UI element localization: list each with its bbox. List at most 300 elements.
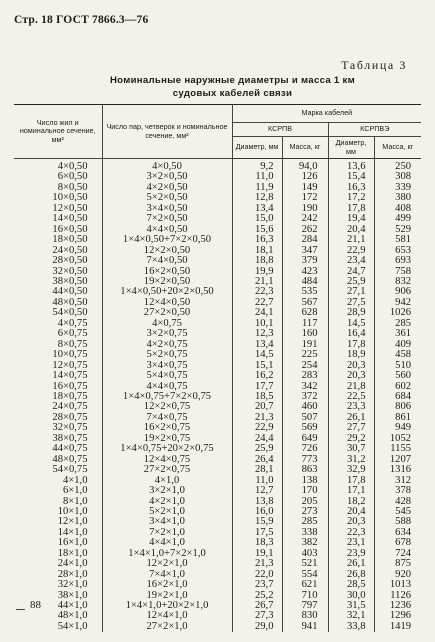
- cell-diameter-ksrpv: 28,1: [232, 465, 282, 475]
- cell-diameter-ksrpve: 32,1: [328, 611, 374, 621]
- table-title-line-2: судовых кабелей связи: [172, 88, 293, 99]
- cell-mass-ksrpv: 569: [282, 423, 328, 433]
- cell-diameter-ksrpv: 21,3: [232, 413, 282, 423]
- table-row: [14, 517, 421, 527]
- cell-diameter-ksrpv: 12,8: [232, 193, 282, 203]
- table-row: [14, 298, 421, 308]
- cell-pairs: 12×2×1,0: [102, 559, 232, 569]
- cell-cores: 14×1,0: [57, 527, 88, 538]
- cell-mass-ksrpv: 172: [282, 193, 328, 203]
- cell-cores: 48×0,75: [52, 454, 88, 465]
- table-row: [14, 601, 421, 611]
- cell-diameter-ksrpv: 9,2: [232, 159, 282, 173]
- cell-cores: 38×1,0: [57, 590, 88, 601]
- cell-diameter-ksrpv: 12,7: [232, 486, 282, 496]
- cell-mass-ksrpv: 554: [282, 570, 328, 580]
- cell-cores: 28×0,75: [52, 412, 88, 423]
- cell-diameter-ksrpve: 29,2: [328, 434, 374, 444]
- cell-cores: 32×1,0: [57, 580, 88, 591]
- cell-diameter-ksrpve: 15,4: [328, 172, 374, 182]
- cell-pairs: 3×4×0,75: [102, 361, 232, 371]
- cell-pairs: 27×2×1,0: [102, 622, 232, 632]
- table-row: [14, 172, 421, 182]
- cell-pairs: 1×4×0,75+7×2×0,75: [102, 392, 232, 402]
- table-row: [14, 455, 421, 465]
- cell-diameter-ksrpve: 14,5: [328, 319, 374, 329]
- cell-mass-ksrpve: 949: [374, 423, 421, 433]
- cell-diameter-ksrpv: 17,7: [232, 382, 282, 392]
- cell-pairs: 4×0,75: [102, 319, 232, 329]
- table-row: [14, 423, 421, 433]
- cell-cores: 38×0,75: [52, 433, 88, 444]
- cell-pairs: 5×2×0,50: [102, 193, 232, 203]
- table-row: [14, 193, 421, 203]
- cell-mass-ksrpve: 409: [374, 340, 421, 350]
- cell-diameter-ksrpv: 15,1: [232, 361, 282, 371]
- cell-cores: 44×0,50: [52, 287, 88, 298]
- cell-diameter-ksrpve: 19,4: [328, 214, 374, 224]
- cell-mass-ksrpve: 560: [374, 371, 421, 381]
- cell-mass-ksrpv: 242: [282, 214, 328, 224]
- cell-mass-ksrpve: 458: [374, 350, 421, 360]
- cell-pairs: 12×4×1,0: [102, 611, 232, 621]
- cell-diameter-ksrpve: 22,9: [328, 246, 374, 256]
- cell-mass-ksrpve: 1155: [374, 444, 421, 454]
- table-row: [14, 611, 421, 621]
- cell-mass-ksrpv: 117: [282, 319, 328, 329]
- cell-cores: 16×0,50: [52, 224, 88, 235]
- cell-mass-ksrpv: 283: [282, 371, 328, 381]
- cell-diameter-ksrpv: 25,9: [232, 444, 282, 454]
- cell-mass-ksrpv: 797: [282, 601, 328, 611]
- cell-diameter-ksrpve: 31,2: [328, 455, 374, 465]
- cell-pairs: 4×0,50: [102, 159, 232, 173]
- table-row: [14, 382, 421, 392]
- cell-mass-ksrpv: 830: [282, 611, 328, 621]
- cell-cores: 12×0,50: [52, 203, 88, 214]
- cell-diameter-ksrpve: 31,5: [328, 601, 374, 611]
- cell-pairs: 7×2×1,0: [102, 528, 232, 538]
- table-row: [14, 225, 421, 235]
- cell-diameter-ksrpv: 29,0: [232, 622, 282, 632]
- table-row: [14, 486, 421, 496]
- cell-mass-ksrpve: 285: [374, 319, 421, 329]
- cell-mass-ksrpve: 875: [374, 559, 421, 569]
- page-header: Стр. 18 ГОСТ 7866.3—76: [14, 14, 149, 26]
- cell-mass-ksrpv: 423: [282, 267, 328, 277]
- cell-diameter-ksrpv: 16,3: [232, 235, 282, 245]
- cell-cores: 14×0,75: [52, 371, 88, 382]
- cell-diameter-ksrpve: 30,0: [328, 591, 374, 601]
- cell-pairs: 19×2×0,75: [102, 434, 232, 444]
- cell-mass-ksrpve: 312: [374, 476, 421, 486]
- cell-mass-ksrpve: 832: [374, 277, 421, 287]
- table-row: [14, 559, 421, 569]
- cell-mass-ksrpv: 621: [282, 580, 328, 590]
- cell-mass-ksrpve: 361: [374, 329, 421, 339]
- cell-cores: 38×0,50: [52, 276, 88, 287]
- cell-cores: 54×0,75: [52, 465, 88, 476]
- cell-mass-ksrpv: 284: [282, 235, 328, 245]
- table-row: [14, 549, 421, 559]
- cell-diameter-ksrpve: 17,1: [328, 486, 374, 496]
- cell-pairs: 16×2×0,50: [102, 267, 232, 277]
- cell-mass-ksrpve: 920: [374, 570, 421, 580]
- cell-diameter-ksrpv: 18,3: [232, 538, 282, 548]
- cell-pairs: 7×4×0,50: [102, 256, 232, 266]
- cell-mass-ksrpve: 1296: [374, 611, 421, 621]
- cell-diameter-ksrpv: 26,4: [232, 455, 282, 465]
- cell-diameter-ksrpv: 13,8: [232, 497, 282, 507]
- cell-diameter-ksrpve: 26,1: [328, 559, 374, 569]
- table-row: [14, 329, 421, 339]
- cell-pairs: 3×4×0,50: [102, 204, 232, 214]
- cell-diameter-ksrpv: 16,0: [232, 507, 282, 517]
- cell-cores: 44×0,75: [52, 444, 88, 455]
- cell-diameter-ksrpv: 11,0: [232, 476, 282, 486]
- table-row: [14, 507, 421, 517]
- cell-mass-ksrpve: 378: [374, 486, 421, 496]
- cell-cores: 16×1,0: [57, 538, 88, 549]
- table-body: [14, 159, 421, 633]
- cell-mass-ksrpve: 339: [374, 183, 421, 193]
- table-row: [14, 319, 421, 329]
- cell-diameter-ksrpv: 26,7: [232, 601, 282, 611]
- cell-pairs: 7×2×0,50: [102, 214, 232, 224]
- table-row: [14, 622, 421, 632]
- cell-pairs: 4×2×0,75: [102, 340, 232, 350]
- header-mass-1: Масса, кг: [282, 137, 328, 159]
- table-row: [14, 159, 421, 173]
- table-row: [14, 538, 421, 548]
- cell-cores: 28×1,0: [57, 569, 88, 580]
- cell-diameter-ksrpv: 27,3: [232, 611, 282, 621]
- cell-diameter-ksrpve: 23,4: [328, 256, 374, 266]
- cell-diameter-ksrpve: 22,3: [328, 528, 374, 538]
- cell-mass-ksrpve: 1419: [374, 622, 421, 632]
- cell-pairs: 12×4×0,75: [102, 455, 232, 465]
- cell-pairs: 1×4×0,50+20×2×0,50: [102, 287, 232, 297]
- cell-diameter-ksrpv: 12,3: [232, 329, 282, 339]
- header-diameter-1: Диаметр, мм: [232, 137, 282, 159]
- cell-pairs: 4×4×0,50: [102, 225, 232, 235]
- table-row: [14, 256, 421, 266]
- table-row: [14, 183, 421, 193]
- cell-pairs: 16×2×0,75: [102, 423, 232, 433]
- cell-mass-ksrpve: 806: [374, 402, 421, 412]
- cell-cores: 18×1,0: [57, 548, 88, 559]
- cell-mass-ksrpv: 273: [282, 507, 328, 517]
- cell-diameter-ksrpv: 23,7: [232, 580, 282, 590]
- table-row: [14, 340, 421, 350]
- cell-cores: 6×0,50: [57, 172, 88, 183]
- cell-mass-ksrpv: 262: [282, 225, 328, 235]
- cell-diameter-ksrpve: 13,6: [328, 159, 374, 173]
- table-row: [14, 361, 421, 371]
- cell-pairs: 1×4×1,0+7×2×1,0: [102, 549, 232, 559]
- cell-diameter-ksrpve: 28,9: [328, 308, 374, 318]
- cell-cores: 16×0,75: [52, 381, 88, 392]
- cell-cores: 10×0,75: [52, 350, 88, 361]
- cell-pairs: 4×4×1,0: [102, 538, 232, 548]
- table-head: [14, 105, 421, 159]
- cell-diameter-ksrpv: 11,0: [232, 172, 282, 182]
- table-row: [14, 277, 421, 287]
- cell-mass-ksrpv: 460: [282, 402, 328, 412]
- cell-pairs: 12×2×0,50: [102, 246, 232, 256]
- table-label: Таблица 3: [341, 58, 407, 72]
- cell-diameter-ksrpve: 23,1: [328, 538, 374, 548]
- cell-diameter-ksrpv: 14,5: [232, 350, 282, 360]
- cell-pairs: 5×2×0,75: [102, 350, 232, 360]
- cell-cores: 18×0,75: [52, 391, 88, 402]
- cell-diameter-ksrpve: 16,3: [328, 183, 374, 193]
- cell-mass-ksrpv: 403: [282, 549, 328, 559]
- cable-table: [14, 104, 421, 632]
- cell-diameter-ksrpve: 20,3: [328, 361, 374, 371]
- cell-diameter-ksrpve: 23,3: [328, 402, 374, 412]
- table-row: [14, 413, 421, 423]
- cell-diameter-ksrpve: 32,9: [328, 465, 374, 475]
- cell-diameter-ksrpv: 15,6: [232, 225, 282, 235]
- cell-diameter-ksrpve: 27,1: [328, 287, 374, 297]
- cell-diameter-ksrpve: 17,8: [328, 476, 374, 486]
- cell-diameter-ksrpve: 20,4: [328, 225, 374, 235]
- cell-pairs: 4×1,0: [102, 476, 232, 486]
- cell-pairs: 4×2×1,0: [102, 497, 232, 507]
- cell-mass-ksrpve: 906: [374, 287, 421, 297]
- cell-mass-ksrpve: 602: [374, 382, 421, 392]
- cell-mass-ksrpve: 545: [374, 507, 421, 517]
- cell-diameter-ksrpve: 27,5: [328, 298, 374, 308]
- cell-pairs: 3×4×1,0: [102, 517, 232, 527]
- cell-pairs: 4×4×0,75: [102, 382, 232, 392]
- table-row: [14, 204, 421, 214]
- cell-mass-ksrpv: 941: [282, 622, 328, 632]
- cell-mass-ksrpve: 942: [374, 298, 421, 308]
- header-brand-ksrpve: КСРПВЭ: [328, 123, 421, 137]
- cell-diameter-ksrpve: 28,5: [328, 580, 374, 590]
- cell-diameter-ksrpve: 26,8: [328, 570, 374, 580]
- cell-mass-ksrpv: 205: [282, 497, 328, 507]
- cell-diameter-ksrpve: 17,2: [328, 193, 374, 203]
- table-row: [14, 465, 421, 475]
- cell-diameter-ksrpv: 16,2: [232, 371, 282, 381]
- cell-mass-ksrpv: 94,0: [282, 159, 328, 173]
- cell-diameter-ksrpv: 15,9: [232, 517, 282, 527]
- cell-pairs: 12×4×0,50: [102, 298, 232, 308]
- table-row: [14, 350, 421, 360]
- cell-mass-ksrpv: 773: [282, 455, 328, 465]
- cell-cores: 14×0,50: [52, 214, 88, 225]
- cell-mass-ksrpv: 342: [282, 382, 328, 392]
- table-row: [14, 580, 421, 590]
- header-mass-2: Масса, кг: [374, 137, 421, 159]
- cell-diameter-ksrpve: 21,8: [328, 382, 374, 392]
- cell-mass-ksrpve: 1207: [374, 455, 421, 465]
- cell-diameter-ksrpve: 20,3: [328, 371, 374, 381]
- cell-mass-ksrpve: 678: [374, 538, 421, 548]
- cell-mass-ksrpv: 170: [282, 486, 328, 496]
- cell-mass-ksrpv: 726: [282, 444, 328, 454]
- cell-cores: 4×1,0: [62, 475, 88, 486]
- cell-mass-ksrpv: 285: [282, 517, 328, 527]
- cell-cores: 54×0,50: [52, 308, 88, 319]
- cell-diameter-ksrpv: 25,2: [232, 591, 282, 601]
- table-row: [14, 497, 421, 507]
- cell-diameter-ksrpve: 17,8: [328, 340, 374, 350]
- table-row: [14, 476, 421, 486]
- cell-mass-ksrpve: 724: [374, 549, 421, 559]
- cell-mass-ksrpve: 1236: [374, 601, 421, 611]
- table-row: [14, 287, 421, 297]
- cell-diameter-ksrpve: 30,7: [328, 444, 374, 454]
- cell-diameter-ksrpve: 26,1: [328, 413, 374, 423]
- cell-diameter-ksrpve: 16,4: [328, 329, 374, 339]
- cell-mass-ksrpv: 535: [282, 287, 328, 297]
- cell-mass-ksrpv: 338: [282, 528, 328, 538]
- table-row: [14, 308, 421, 318]
- cell-cores: 6×1,0: [62, 486, 88, 497]
- cell-diameter-ksrpv: 13,4: [232, 340, 282, 350]
- page-number: 88: [30, 599, 41, 611]
- cell-mass-ksrpve: 653: [374, 246, 421, 256]
- cell-diameter-ksrpv: 10,1: [232, 319, 282, 329]
- cell-mass-ksrpve: 861: [374, 413, 421, 423]
- header-cores: Число жил и номинальное сечение, мм²: [14, 105, 102, 159]
- cell-mass-ksrpve: 684: [374, 392, 421, 402]
- cell-cores: 32×0,50: [52, 266, 88, 277]
- cell-mass-ksrpve: 250: [374, 159, 421, 173]
- cell-mass-ksrpv: 149: [282, 183, 328, 193]
- cell-mass-ksrpve: 380: [374, 193, 421, 203]
- cell-cores: 10×0,50: [52, 193, 88, 204]
- cell-diameter-ksrpv: 21,1: [232, 277, 282, 287]
- cell-mass-ksrpv: 507: [282, 413, 328, 423]
- header-pairs: Число пар, четверок и номинальное сечение, мм²: [102, 105, 232, 159]
- cell-mass-ksrpve: 693: [374, 256, 421, 266]
- cell-mass-ksrpve: 510: [374, 361, 421, 371]
- cell-mass-ksrpve: 408: [374, 204, 421, 214]
- cell-mass-ksrpve: 1013: [374, 580, 421, 590]
- cell-pairs: 1×4×1,0+20×2×1,0: [102, 601, 232, 611]
- cell-mass-ksrpv: 225: [282, 350, 328, 360]
- cell-diameter-ksrpv: 22,3: [232, 287, 282, 297]
- cell-diameter-ksrpve: 20,4: [328, 507, 374, 517]
- cell-diameter-ksrpve: 25,9: [328, 277, 374, 287]
- header-diameter-2: Диаметр, мм: [328, 137, 374, 159]
- cell-cores: 10×1,0: [57, 506, 88, 517]
- cell-mass-ksrpve: 499: [374, 214, 421, 224]
- cell-pairs: 19×2×1,0: [102, 591, 232, 601]
- cell-mass-ksrpv: 382: [282, 538, 328, 548]
- cell-mass-ksrpv: 347: [282, 246, 328, 256]
- cell-mass-ksrpv: 126: [282, 172, 328, 182]
- cell-diameter-ksrpv: 19,1: [232, 549, 282, 559]
- cell-diameter-ksrpv: 18,8: [232, 256, 282, 266]
- cell-cores: 8×1,0: [62, 496, 88, 507]
- cell-diameter-ksrpv: 15,0: [232, 214, 282, 224]
- cell-diameter-ksrpv: 18,1: [232, 246, 282, 256]
- cell-diameter-ksrpv: 13,4: [232, 204, 282, 214]
- cell-mass-ksrpv: 254: [282, 361, 328, 371]
- table-row: [14, 267, 421, 277]
- cell-pairs: 27×2×0,75: [102, 465, 232, 475]
- table-row: [14, 434, 421, 444]
- cell-pairs: 16×2×1,0: [102, 580, 232, 590]
- cell-cores: 24×1,0: [57, 559, 88, 570]
- cell-cores: 48×1,0: [57, 611, 88, 622]
- header-mark-group: Марка кабелей: [232, 105, 421, 123]
- cell-mass-ksrpve: 308: [374, 172, 421, 182]
- cell-mass-ksrpve: 1126: [374, 591, 421, 601]
- table-row: [14, 392, 421, 402]
- cell-diameter-ksrpve: 22,5: [328, 392, 374, 402]
- cell-diameter-ksrpve: 27,7: [328, 423, 374, 433]
- cell-pairs: 5×4×0,75: [102, 371, 232, 381]
- footer-dash: [16, 609, 25, 610]
- cell-cores: 4×0,75: [57, 318, 88, 329]
- cell-mass-ksrpve: 428: [374, 497, 421, 507]
- table-row: [14, 570, 421, 580]
- cell-pairs: 4×2×0,50: [102, 183, 232, 193]
- cell-cores: 24×0,50: [52, 245, 88, 256]
- cell-cores: 24×0,75: [52, 402, 88, 413]
- cell-diameter-ksrpve: 18,2: [328, 497, 374, 507]
- cell-diameter-ksrpv: 24,1: [232, 308, 282, 318]
- table-row: [14, 528, 421, 538]
- cell-pairs: 12×2×0,75: [102, 402, 232, 412]
- cell-diameter-ksrpv: 22,7: [232, 298, 282, 308]
- cell-diameter-ksrpve: 17,8: [328, 204, 374, 214]
- cell-pairs: 5×2×1,0: [102, 507, 232, 517]
- cell-pairs: 1×4×0,75+20×2×0,75: [102, 444, 232, 454]
- cell-mass-ksrpve: 1316: [374, 465, 421, 475]
- cell-mass-ksrpve: 529: [374, 225, 421, 235]
- cell-diameter-ksrpv: 22,9: [232, 423, 282, 433]
- cell-diameter-ksrpve: 23,9: [328, 549, 374, 559]
- cell-pairs: 7×4×0,75: [102, 413, 232, 423]
- cell-cores: 8×0,50: [57, 182, 88, 193]
- cell-cores: 18×0,50: [52, 235, 88, 246]
- cell-mass-ksrpv: 160: [282, 329, 328, 339]
- cell-pairs: 3×2×0,50: [102, 172, 232, 182]
- cell-diameter-ksrpv: 20,7: [232, 402, 282, 412]
- cell-cores: 12×1,0: [57, 517, 88, 528]
- table-row: [14, 235, 421, 245]
- header-brand-ksrpv: КСРПВ: [232, 123, 328, 137]
- cell-mass-ksrpve: 758: [374, 267, 421, 277]
- cell-cores: 6×0,75: [57, 329, 88, 340]
- cell-cores: 54×1,0: [57, 621, 88, 632]
- cell-diameter-ksrpv: 18,5: [232, 392, 282, 402]
- cell-mass-ksrpv: 863: [282, 465, 328, 475]
- cell-mass-ksrpv: 628: [282, 308, 328, 318]
- cell-cores: 32×0,75: [52, 423, 88, 434]
- cell-pairs: 3×2×1,0: [102, 486, 232, 496]
- cell-mass-ksrpv: 138: [282, 476, 328, 486]
- cell-diameter-ksrpv: 24,4: [232, 434, 282, 444]
- cell-mass-ksrpv: 379: [282, 256, 328, 266]
- cell-pairs: 7×4×1,0: [102, 570, 232, 580]
- cell-cores: 12×0,75: [52, 360, 88, 371]
- cell-pairs: 1×4×0,50+7×2×0,50: [102, 235, 232, 245]
- cell-diameter-ksrpve: 18,9: [328, 350, 374, 360]
- cell-diameter-ksrpve: 24,7: [328, 267, 374, 277]
- cell-mass-ksrpve: 588: [374, 517, 421, 527]
- table-row: [14, 246, 421, 256]
- cell-diameter-ksrpve: 20,3: [328, 517, 374, 527]
